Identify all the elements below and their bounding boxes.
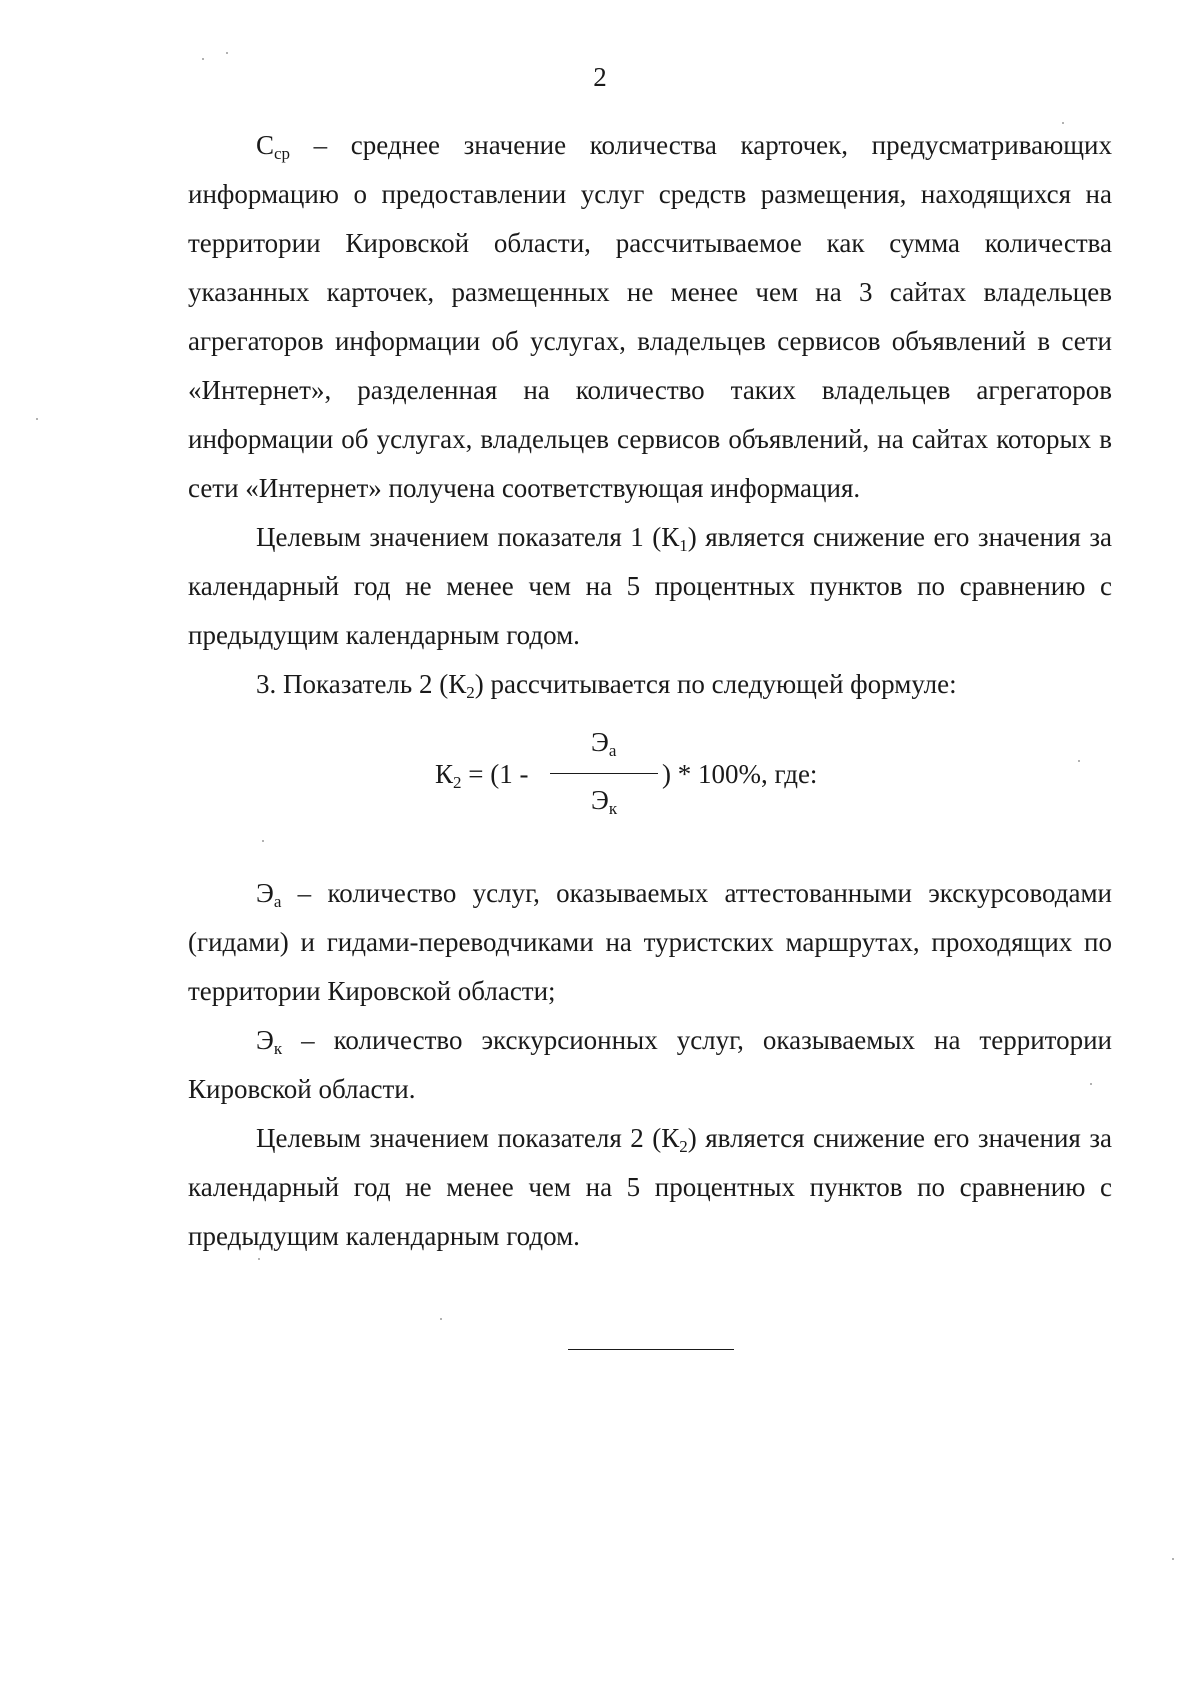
page-number: 2 — [593, 62, 607, 92]
indicator-2-target-text-end: ) является снижение его значения за календарный год не менее чем на 5 процентных пунктов по сравнению с предыдущим календарным годом. — [188, 1123, 1112, 1251]
symbol-ek: Э — [256, 1025, 274, 1055]
indicator-2-intro-text-start: 3. Показатель 2 (К — [256, 669, 467, 699]
paragraph-indicator-1-target — [188, 513, 1112, 660]
formula-k-symbol: К — [435, 759, 454, 789]
subscript-a: а — [273, 892, 282, 911]
paragraph-indicator-2-intro — [188, 660, 1112, 709]
scan-speck — [1172, 1558, 1174, 1560]
indicator-2-intro-text-end: ) рассчитывается по следующей формуле: — [474, 669, 957, 699]
formula-lhs-rest: = (1 - — [461, 759, 529, 789]
fraction-bar — [550, 773, 658, 774]
symbol-c: С — [256, 130, 275, 160]
ek-definition-text: – количество экскурсионных услуг, оказываемых на территории Кировской области. — [188, 1025, 1112, 1104]
formula-rhs: ) * 100%, где: — [662, 759, 818, 789]
scan-speck — [262, 840, 264, 842]
paragraph-indicator-2-target — [188, 1114, 1112, 1261]
subscript-k: к — [273, 1039, 283, 1058]
paragraph-c-avg-definition — [188, 121, 1112, 513]
subscript-1: 1 — [679, 536, 688, 555]
scan-speck — [440, 1318, 442, 1320]
ea-definition-text: – количество услуг, оказываемых аттестованными экскурсоводами (гидами) и гидами-переводчиками на туристских маршрутах, проходящих по территории Кировской области; — [188, 878, 1112, 1006]
indicator-1-target-text-end: ) является снижение его значения за календарный год не менее чем на 5 процентных пунктов по сравнению с предыдущим календарным годом. — [188, 522, 1112, 650]
formula-denominator — [591, 784, 617, 816]
text-block-top — [188, 121, 1112, 709]
numerator-subscript: а — [608, 741, 617, 760]
scan-speck — [1078, 760, 1080, 762]
subscript-sr: ср — [274, 144, 291, 163]
numerator-symbol: Э — [591, 727, 609, 757]
scan-speck — [36, 418, 38, 420]
denominator-subscript: к — [608, 799, 618, 818]
end-of-document-rule — [568, 1349, 734, 1350]
indicator-2-target-text-start: Целевым значением показателя 2 (К — [256, 1123, 680, 1153]
paragraph-ek-definition — [188, 1016, 1112, 1114]
subscript-2: 2 — [466, 683, 475, 702]
text-block-bottom — [188, 869, 1112, 1261]
paragraph-ea-definition — [188, 869, 1112, 1016]
formula-numerator — [591, 726, 616, 758]
scan-speck — [1090, 1083, 1092, 1085]
formula-k-subscript: 2 — [453, 773, 462, 792]
indicator-1-target-text-start: Целевым значением показателя 1 (К — [256, 522, 680, 552]
scan-speck — [258, 1258, 260, 1260]
subscript-2-target: 2 — [679, 1137, 688, 1156]
formula-fraction — [550, 720, 665, 830]
symbol-ea: Э — [256, 878, 274, 908]
c-avg-definition-text: – среднее значение количества карточек, предусматривающих информацию о предоставлении услуг средств размещения, находящихся на территории Кировской области, рассчитываемое как сумма количества указанных карточек, размещенных не менее чем на 3 сайтах владельцев агрегаторов информации об услугах, владельцев сервисов объявлений в сети «Интернет», разделенная на количество таких владельцев агрегаторов информации об услугах, владельцев сервисов объявлений, на сайтах которых в сети «Интернет» получена соответствующая информация. — [188, 130, 1112, 503]
scan-speck — [1062, 122, 1064, 124]
scan-speck — [202, 58, 204, 60]
denominator-symbol: Э — [591, 785, 609, 815]
scan-speck — [226, 52, 228, 54]
formula-lhs — [435, 758, 528, 790]
